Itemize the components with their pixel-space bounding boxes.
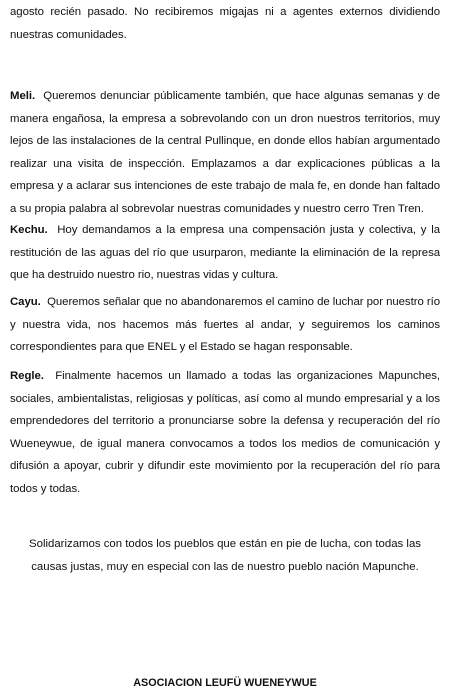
intro-text: agosto recién pasado. No recibiremos migajas ni a agentes externos dividiendo nuestras comunidades.: [10, 6, 440, 41]
speaker-label: Meli.: [10, 90, 36, 102]
paragraph-text: Queremos denunciar públicamente también, que hace algunas semanas y de manera engañosa, la empresa a sobrevolando con un dron nuestros territorios, muy lejos de las instalaciones de la central Pullinque, en donde ellos habían argumentado realizar una visita de inspección. Emplazamos a dar explicaciones públicas a la empresa y a aclarar sus intenciones de este trabajo de mala fe, en donde han faltado a su propia palabra al sobrevolar nuestras comunidades y nuestro cerro Tren Tren.: [10, 90, 441, 215]
paragraph-text: Queremos señalar que no abandonaremos el camino de luchar por nuestro río y nuestra vida, nos hacemos más fuertes al andar, y seguiremos los caminos correspondientes para que ENEL y el Estado se hagan responsable.: [10, 296, 441, 353]
speaker-label: Regle.: [10, 370, 44, 382]
paragraph-meli: [10, 85, 440, 220]
paragraph-cayu: [10, 291, 440, 359]
paragraph-regle: [10, 365, 440, 500]
closing-paragraph: Solidarizamos con todos los pueblos que están en pie de lucha, con todas las causas justas, muy en especial con las de nuestro pueblo nación Mapunche.: [29, 538, 421, 573]
signature: ASOCIACION LEUFÜ WUENEYWUE: [133, 677, 317, 689]
speaker-label: Cayu.: [10, 296, 41, 308]
speaker-label: Kechu.: [10, 224, 48, 236]
paragraph-kechu: [10, 219, 440, 287]
paragraph-text: Hoy demandamos a la empresa una compensación justa y colectiva, y la restitución de las aguas del río que usurparon, mediante la eliminación de la represa que ha destruido nuestro rio, nuestras vidas y cultura.: [10, 224, 440, 281]
intro-paragraph-tail: [10, 1, 440, 46]
paragraph-text: Finalmente hacemos un llamado a todas las organizaciones Mapunches, sociales, ambientalistas, religiosas y políticas, así como al mundo empresarial y a los emprendedores del territorio a pronunciarse sobre la defensa y recuperación del río Wueneywue, de igual manera convocamos a todos los medios de comunicación y difusión a apoyar, cubrir y difundir este movimiento por la recuperación del río para todos y todas.: [10, 370, 441, 495]
